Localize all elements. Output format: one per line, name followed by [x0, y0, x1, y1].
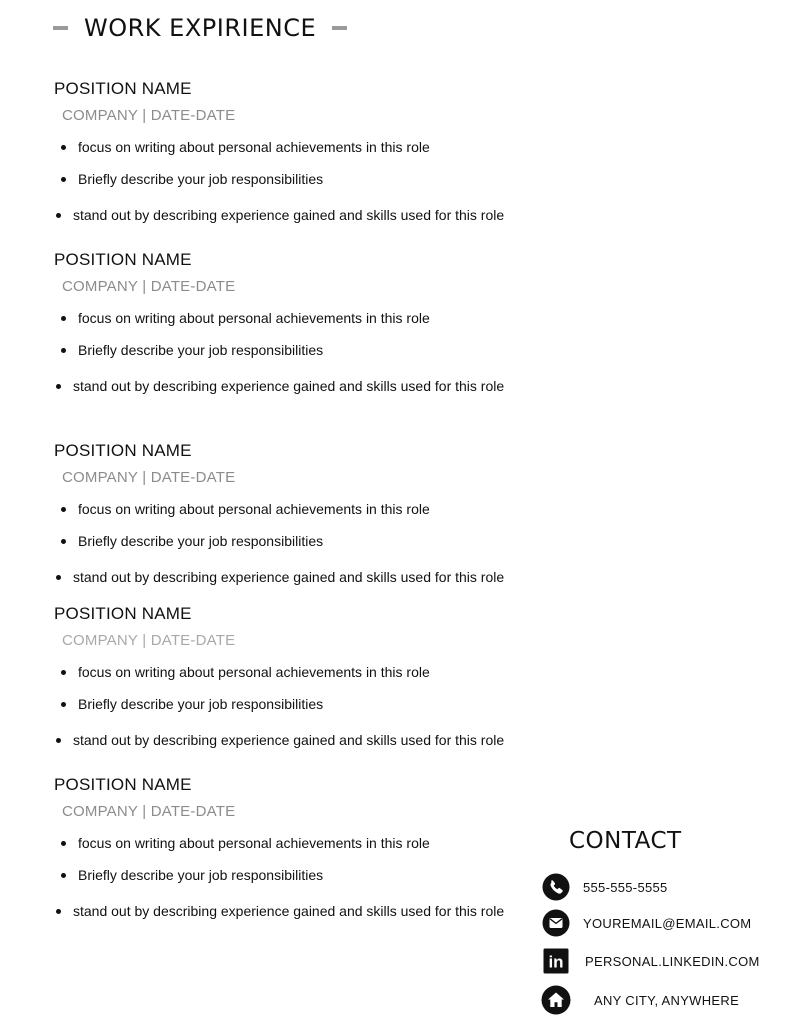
position-name: POSITION NAME [54, 79, 192, 98]
bullet-achievements: focus on writing about personal achievements in this role [54, 833, 524, 853]
bullet-experience: stand out by describing experience gained and skills used for this role [54, 567, 524, 587]
company-date: COMPANY | DATE-DATE [62, 469, 236, 486]
section-title: WORK EXPIRIENCE [84, 14, 317, 42]
bullet-responsibilities: Briefly describe your job responsibilities [54, 169, 524, 189]
linkedin-icon [541, 946, 571, 976]
contact-location-row [541, 985, 739, 1015]
company-date: COMPANY | DATE-DATE [62, 278, 236, 295]
bullet-experience: stand out by describing experience gained and skills used for this role [54, 376, 524, 396]
contact-email-row [541, 908, 751, 938]
bullet-experience: stand out by describing experience gained and skills used for this role [54, 730, 524, 750]
company-date: COMPANY | DATE-DATE [62, 803, 236, 820]
contact-email: YOUREMAIL@EMAIL.COM [583, 915, 752, 931]
bullet-achievements: focus on writing about personal achievements in this role [54, 662, 524, 682]
bullet-responsibilities: Briefly describe your job responsibilities [54, 865, 524, 885]
job-entry [54, 78, 524, 225]
header-dash-left [53, 26, 68, 30]
contact-phone-row [541, 872, 668, 902]
job-entry [54, 603, 524, 750]
position-name: POSITION NAME [54, 775, 192, 794]
bullet-achievements: focus on writing about personal achievements in this role [54, 137, 524, 157]
position-name: POSITION NAME [54, 250, 192, 269]
linkedin-icon-label: in [548, 952, 564, 972]
position-name: POSITION NAME [54, 604, 192, 623]
bullet-achievements: focus on writing about personal achievements in this role [54, 308, 524, 328]
company-date: COMPANY | DATE-DATE [62, 107, 236, 124]
contact-location: ANY CITY, ANYWHERE [594, 992, 740, 1008]
job-entry [54, 774, 524, 921]
section-header [53, 12, 347, 44]
job-entry [54, 249, 524, 396]
position-name: POSITION NAME [54, 441, 192, 460]
company-date: COMPANY | DATE-DATE [62, 632, 236, 649]
bullet-responsibilities: Briefly describe your job responsibilities [54, 694, 524, 714]
contact-linkedin: PERSONAL.LINKEDIN.COM [585, 953, 760, 969]
phone-icon [541, 872, 571, 902]
envelope-icon [541, 908, 571, 938]
job-entry [54, 440, 524, 587]
header-dash-right [332, 26, 347, 30]
bullet-achievements: focus on writing about personal achievements in this role [54, 499, 524, 519]
contact-linkedin-row [541, 946, 760, 976]
bullet-experience: stand out by describing experience gained and skills used for this role [54, 205, 524, 225]
contact-title: CONTACT [569, 828, 682, 854]
bullet-responsibilities: Briefly describe your job responsibilities [54, 340, 524, 360]
home-icon [541, 985, 571, 1015]
bullet-responsibilities: Briefly describe your job responsibilities [54, 531, 524, 551]
contact-phone: 555-555-5555 [583, 879, 668, 895]
bullet-experience: stand out by describing experience gained and skills used for this role [54, 901, 524, 921]
